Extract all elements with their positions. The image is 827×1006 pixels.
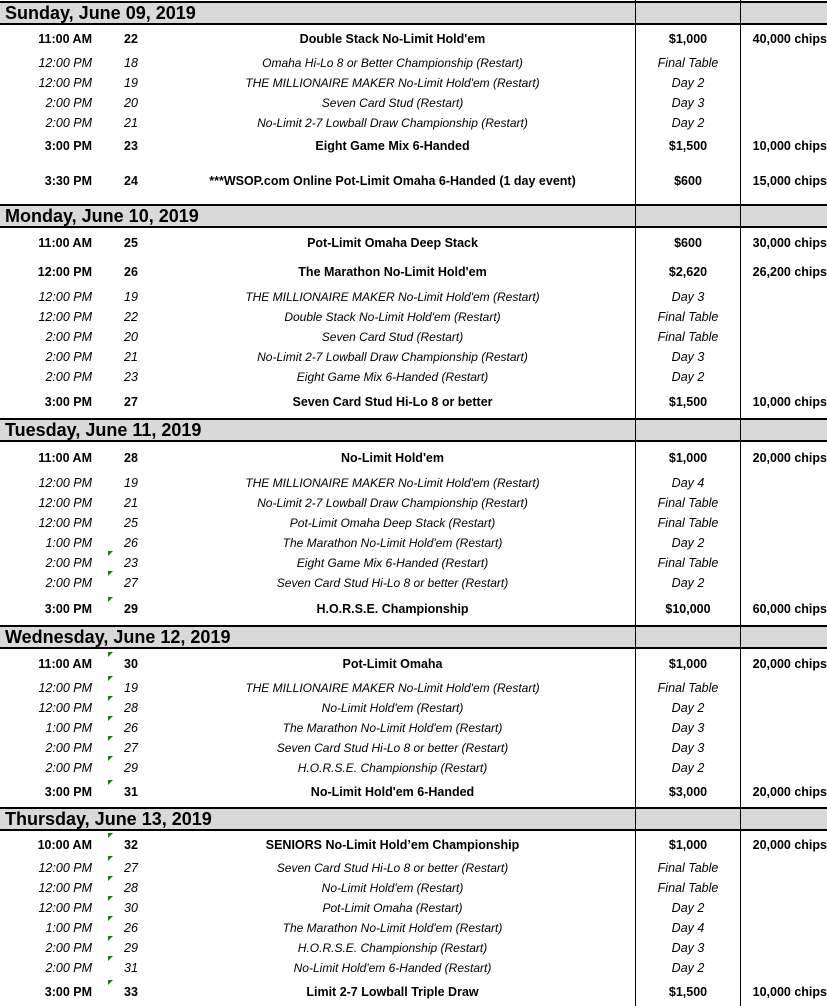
- day-header: [0, 204, 827, 228]
- restart-row: [0, 738, 827, 758]
- event-buyin: $1,500: [668, 395, 708, 409]
- event-time: 3:00 PM: [44, 602, 92, 616]
- event-name: THE MILLIONAIRE MAKER No-Limit Hold'em (Restart): [245, 681, 540, 695]
- event-time: 3:00 PM: [44, 785, 92, 799]
- day-title: Sunday, June 09, 2019: [5, 3, 196, 23]
- event-number: 23: [124, 370, 138, 384]
- event-number: 22: [124, 32, 138, 46]
- event-time: 3:00 PM: [44, 395, 92, 409]
- event-row: [0, 392, 827, 412]
- day-title: Monday, June 10, 2019: [5, 206, 199, 226]
- event-time: 2:00 PM: [45, 941, 92, 955]
- event-buyin: Day 3: [671, 96, 705, 110]
- event-name: No-Limit 2-7 Lowball Draw Championship (Restart): [257, 116, 528, 130]
- event-name: Seven Card Stud Hi-Lo 8 or better (Restart): [276, 861, 509, 875]
- event-buyin: Day 2: [671, 761, 705, 775]
- event-time: 11:00 AM: [38, 657, 92, 671]
- restart-row: [0, 367, 827, 387]
- event-time: 2:00 PM: [45, 576, 92, 590]
- restart-row: [0, 327, 827, 347]
- event-time: 1:00 PM: [45, 921, 92, 935]
- event-buyin: Final Table: [657, 556, 719, 570]
- comment-marker-icon: [108, 833, 113, 838]
- event-time: 11:00 AM: [38, 236, 92, 250]
- event-buyin: $2,620: [668, 265, 708, 279]
- event-buyin: $1,000: [668, 451, 708, 465]
- event-number: 33: [124, 985, 138, 999]
- restart-row: [0, 878, 827, 898]
- event-buyin: Final Table: [657, 496, 719, 510]
- event-time: 11:00 AM: [38, 451, 92, 465]
- event-time: 3:00 PM: [44, 139, 92, 153]
- event-buyin: Day 2: [671, 701, 705, 715]
- event-time: 3:30 PM: [44, 174, 92, 188]
- restart-row: [0, 573, 827, 593]
- event-number: 26: [124, 265, 138, 279]
- event-number: 29: [124, 761, 138, 775]
- comment-marker-icon: [108, 780, 113, 785]
- event-time: 2:00 PM: [45, 741, 92, 755]
- event-buyin: Day 3: [671, 941, 705, 955]
- event-buyin: Final Table: [657, 310, 719, 324]
- comment-marker-icon: [108, 676, 113, 681]
- event-buyin: $3,000: [668, 785, 708, 799]
- comment-marker-icon: [108, 597, 113, 602]
- event-buyin: Day 2: [671, 76, 705, 90]
- event-chips: 30,000 chips: [752, 236, 827, 250]
- restart-row: [0, 533, 827, 553]
- event-chips: 20,000 chips: [752, 451, 827, 465]
- event-number: 21: [124, 116, 138, 130]
- day-header: [0, 1, 827, 25]
- event-number: 23: [124, 139, 138, 153]
- event-name: Eight Game Mix 6-Handed (Restart): [296, 370, 489, 384]
- event-chips: 26,200 chips: [752, 265, 827, 279]
- event-buyin: Day 4: [671, 921, 705, 935]
- event-name: No-Limit Hold'em 6-Handed (Restart): [293, 961, 492, 975]
- event-number: 18: [124, 56, 138, 70]
- event-buyin: Final Table: [657, 330, 719, 344]
- event-number: 27: [124, 576, 138, 590]
- event-name: Pot-Limit Omaha Deep Stack: [307, 236, 478, 250]
- event-chips: 10,000 chips: [752, 139, 827, 153]
- restart-row: [0, 473, 827, 493]
- event-name: Eight Game Mix 6-Handed: [315, 139, 470, 153]
- event-buyin: Day 3: [671, 290, 705, 304]
- event-name: Eight Game Mix 6-Handed (Restart): [296, 556, 489, 570]
- event-name: SENIORS No-Limit Hold’em Championship: [265, 838, 520, 852]
- restart-row: [0, 347, 827, 367]
- event-name: Omaha Hi-Lo 8 or Better Championship (Restart): [262, 56, 523, 70]
- event-number: 23: [124, 556, 138, 570]
- restart-row: [0, 53, 827, 73]
- event-buyin: Day 2: [671, 536, 705, 550]
- restart-row: [0, 698, 827, 718]
- event-name: Limit 2-7 Lowball Triple Draw: [306, 985, 479, 999]
- event-time: 12:00 PM: [38, 56, 92, 70]
- event-row: [0, 448, 827, 468]
- comment-marker-icon: [108, 896, 113, 901]
- event-number: 25: [124, 236, 138, 250]
- comment-marker-icon: [108, 876, 113, 881]
- event-time: 12:00 PM: [37, 265, 92, 279]
- comment-marker-icon: [108, 652, 113, 657]
- restart-row: [0, 113, 827, 133]
- event-name: Pot-Limit Omaha (Restart): [322, 901, 463, 915]
- event-time: 12:00 PM: [38, 881, 92, 895]
- comment-marker-icon: [108, 936, 113, 941]
- restart-row: [0, 553, 827, 573]
- event-chips: 15,000 chips: [752, 174, 827, 188]
- restart-row: [0, 898, 827, 918]
- comment-marker-icon: [108, 856, 113, 861]
- event-name: No-Limit Hold'em (Restart): [321, 881, 464, 895]
- event-name: Seven Card Stud (Restart): [321, 96, 464, 110]
- event-name: THE MILLIONAIRE MAKER No-Limit Hold'em (Restart): [245, 76, 540, 90]
- event-buyin: Day 2: [671, 901, 705, 915]
- restart-row: [0, 858, 827, 878]
- event-number: 25: [124, 516, 138, 530]
- event-time: 12:00 PM: [38, 681, 92, 695]
- event-row: [0, 29, 827, 49]
- event-number: 26: [124, 921, 138, 935]
- restart-row: [0, 73, 827, 93]
- event-time: 2:00 PM: [45, 96, 92, 110]
- event-number: 30: [124, 657, 138, 671]
- event-number: 27: [124, 741, 138, 755]
- event-name: No-Limit 2-7 Lowball Draw Championship (Restart): [257, 350, 528, 364]
- event-buyin: Day 2: [671, 961, 705, 975]
- event-buyin: $600: [674, 236, 702, 250]
- event-name: Pot-Limit Omaha: [342, 657, 443, 671]
- comment-marker-icon: [108, 756, 113, 761]
- event-number: 21: [124, 496, 138, 510]
- event-name: The Marathon No-Limit Hold'em: [298, 265, 487, 279]
- event-buyin: Final Table: [657, 56, 719, 70]
- event-name: Double Stack No-Limit Hold'em (Restart): [284, 310, 501, 324]
- event-name: No-Limit 2-7 Lowball Draw Championship (Restart): [257, 496, 528, 510]
- event-number: 28: [124, 701, 138, 715]
- event-number: 31: [124, 785, 138, 799]
- comment-marker-icon: [108, 696, 113, 701]
- event-buyin: Day 2: [671, 116, 705, 130]
- restart-row: [0, 958, 827, 978]
- event-number: 31: [124, 961, 138, 975]
- restart-row: [0, 287, 827, 307]
- event-buyin: Day 3: [671, 721, 705, 735]
- comment-marker-icon: [108, 551, 113, 556]
- day-header: [0, 807, 827, 831]
- event-buyin: Final Table: [657, 681, 719, 695]
- event-buyin: $1,500: [668, 139, 708, 153]
- event-buyin: $1,000: [668, 657, 708, 671]
- event-number: 30: [124, 901, 138, 915]
- event-buyin: $1,000: [668, 32, 708, 46]
- event-time: 2:00 PM: [45, 350, 92, 364]
- event-name: Pot-Limit Omaha Deep Stack (Restart): [289, 516, 496, 530]
- event-time: 12:00 PM: [38, 290, 92, 304]
- restart-row: [0, 678, 827, 698]
- event-name: Double Stack No-Limit Hold'em: [299, 32, 486, 46]
- event-buyin: Day 3: [671, 350, 705, 364]
- restart-row: [0, 93, 827, 113]
- event-time: 12:00 PM: [38, 76, 92, 90]
- event-time: 12:00 PM: [38, 476, 92, 490]
- event-chips: 20,000 chips: [752, 785, 827, 799]
- event-name: Seven Card Stud Hi-Lo 8 or better: [292, 395, 493, 409]
- event-number: 26: [124, 721, 138, 735]
- event-name: No-Limit Hold'em (Restart): [321, 701, 464, 715]
- event-buyin: Day 2: [671, 576, 705, 590]
- event-row: [0, 136, 827, 156]
- event-name: No-Limit Hold'em: [341, 451, 444, 465]
- event-name: Seven Card Stud Hi-Lo 8 or better (Restart): [276, 576, 509, 590]
- event-chips: 10,000 chips: [752, 395, 827, 409]
- event-time: 11:00 AM: [38, 32, 92, 46]
- event-row: [0, 835, 827, 855]
- event-number: 20: [124, 96, 138, 110]
- event-number: 21: [124, 350, 138, 364]
- event-buyin: Final Table: [657, 881, 719, 895]
- event-buyin: $1,000: [668, 838, 708, 852]
- event-name: H.O.R.S.E. Championship (Restart): [297, 941, 488, 955]
- day-title: Thursday, June 13, 2019: [5, 809, 212, 829]
- event-chips: 60,000 chips: [752, 602, 827, 616]
- event-buyin: Day 4: [671, 476, 705, 490]
- event-number: 20: [124, 330, 138, 344]
- event-row: [0, 982, 827, 1002]
- event-number: 32: [124, 838, 138, 852]
- restart-row: [0, 493, 827, 513]
- event-name: H.O.R.S.E. Championship: [316, 602, 469, 616]
- event-buyin: $1,500: [668, 985, 708, 999]
- event-name: Seven Card Stud (Restart): [321, 330, 464, 344]
- day-header: [0, 625, 827, 649]
- event-buyin: Day 3: [671, 741, 705, 755]
- event-number: 28: [124, 451, 138, 465]
- event-chips: 40,000 chips: [752, 32, 827, 46]
- event-buyin: Day 2: [671, 370, 705, 384]
- event-name: The Marathon No-Limit Hold'em (Restart): [282, 721, 503, 735]
- event-number: 24: [124, 174, 138, 188]
- comment-marker-icon: [108, 980, 113, 985]
- day-title: Wednesday, June 12, 2019: [5, 627, 231, 647]
- event-time: 12:00 PM: [38, 496, 92, 510]
- event-number: 19: [124, 290, 138, 304]
- event-name: The Marathon No-Limit Hold'em (Restart): [282, 536, 503, 550]
- comment-marker-icon: [108, 916, 113, 921]
- event-number: 29: [124, 941, 138, 955]
- event-number: 26: [124, 536, 138, 550]
- event-row: [0, 171, 827, 191]
- event-time: 1:00 PM: [45, 721, 92, 735]
- restart-row: [0, 307, 827, 327]
- event-name: THE MILLIONAIRE MAKER No-Limit Hold'em (Restart): [245, 476, 540, 490]
- event-row: [0, 233, 827, 253]
- event-name: Seven Card Stud Hi-Lo 8 or better (Restart): [276, 741, 509, 755]
- day-title: Tuesday, June 11, 2019: [5, 420, 202, 440]
- event-row: [0, 262, 827, 282]
- comment-marker-icon: [108, 736, 113, 741]
- event-number: 19: [124, 476, 138, 490]
- event-number: 19: [124, 681, 138, 695]
- event-number: 27: [124, 395, 138, 409]
- comment-marker-icon: [108, 956, 113, 961]
- restart-row: [0, 513, 827, 533]
- day-header: [0, 418, 827, 442]
- event-chips: 20,000 chips: [752, 657, 827, 671]
- event-name: H.O.R.S.E. Championship (Restart): [297, 761, 488, 775]
- column-divider: [740, 0, 741, 1006]
- event-time: 2:00 PM: [45, 556, 92, 570]
- event-name: ***WSOP.com Online Pot-Limit Omaha 6-Handed (1 day event): [209, 174, 576, 188]
- event-name: The Marathon No-Limit Hold'em (Restart): [282, 921, 503, 935]
- event-time: 12:00 PM: [38, 310, 92, 324]
- event-row: [0, 654, 827, 674]
- event-buyin: $10,000: [665, 602, 711, 616]
- restart-row: [0, 758, 827, 778]
- event-time: 10:00 AM: [37, 838, 92, 852]
- event-time: 1:00 PM: [45, 536, 92, 550]
- event-name: THE MILLIONAIRE MAKER No-Limit Hold'em (Restart): [245, 290, 540, 304]
- comment-marker-icon: [108, 716, 113, 721]
- event-time: 12:00 PM: [38, 701, 92, 715]
- event-number: 19: [124, 76, 138, 90]
- column-divider: [635, 0, 636, 1006]
- event-chips: 20,000 chips: [752, 838, 827, 852]
- event-row: [0, 599, 827, 619]
- restart-row: [0, 938, 827, 958]
- event-time: 12:00 PM: [38, 901, 92, 915]
- event-number: 27: [124, 861, 138, 875]
- event-name: No-Limit Hold'em 6-Handed: [310, 785, 475, 799]
- event-time: 2:00 PM: [45, 330, 92, 344]
- event-time: 2:00 PM: [45, 116, 92, 130]
- event-time: 12:00 PM: [38, 516, 92, 530]
- restart-row: [0, 918, 827, 938]
- event-time: 2:00 PM: [45, 370, 92, 384]
- event-time: 2:00 PM: [45, 961, 92, 975]
- event-number: 29: [124, 602, 138, 616]
- event-time: 12:00 PM: [38, 861, 92, 875]
- event-time: 3:00 PM: [44, 985, 92, 999]
- event-time: 2:00 PM: [45, 761, 92, 775]
- event-buyin: Final Table: [657, 516, 719, 530]
- event-buyin: $600: [674, 174, 702, 188]
- restart-row: [0, 718, 827, 738]
- event-buyin: Final Table: [657, 861, 719, 875]
- event-number: 28: [124, 881, 138, 895]
- event-chips: 10,000 chips: [752, 985, 827, 999]
- event-number: 22: [124, 310, 138, 324]
- comment-marker-icon: [108, 571, 113, 576]
- event-row: [0, 782, 827, 802]
